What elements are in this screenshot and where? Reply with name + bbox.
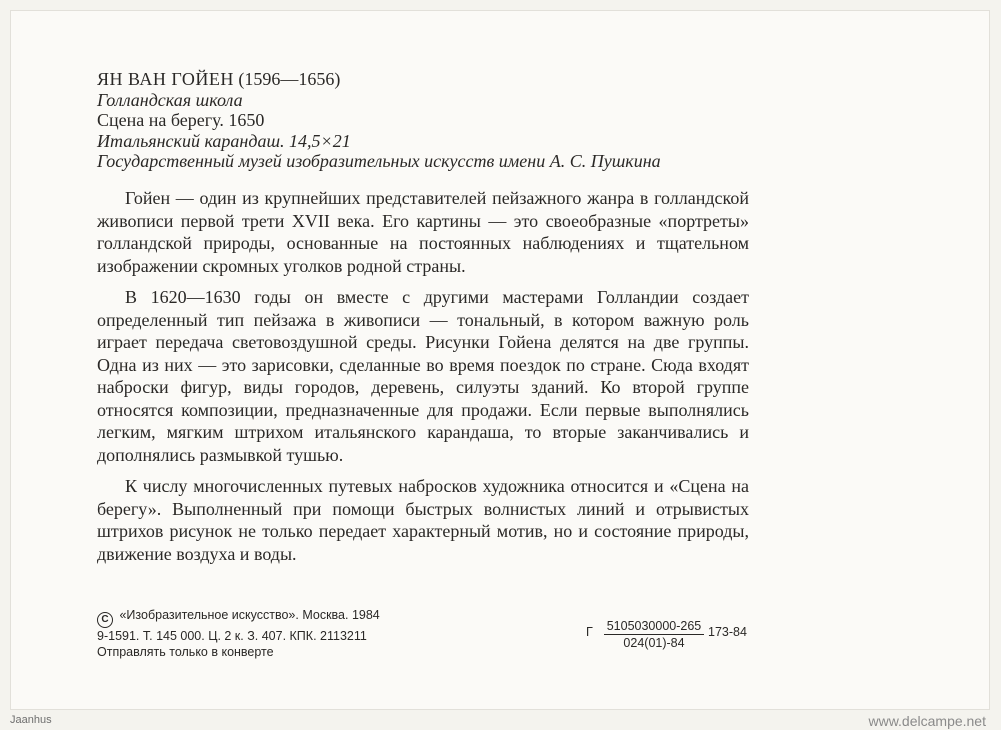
- code-fraction: [604, 619, 704, 650]
- publisher-text: «Изобразительное искусство». Москва. 1984: [119, 608, 380, 622]
- watermark-bar: [0, 712, 1001, 730]
- site-watermark: www.delcampe.net: [868, 713, 986, 729]
- artist-years: (1596—1656): [238, 69, 341, 89]
- publisher-block: [97, 607, 380, 660]
- artist-name: ЯН ВАН ГОЙЕН: [97, 69, 234, 89]
- seller-watermark: Jaanhus: [10, 714, 52, 726]
- paragraph: В 1620—1630 годы он вместе с другими мастерами Голландии создает определенный тип пейзажа в живописи — тональный, в котором важную роль играет передача световоздушной среды. Рисунки Гойена делятся на две группы. Одна из них — это зарисовки, сделанные во время поездок по стране. Сюда входят наброски фигур, виды городов, деревень, силуэты зданий. Ко второй группе относятся композиции, предназначенные для продажи. Если первые выполнялись легким, мягким штрихом итальянского карандаша, то вторые заканчивались и дополнялись размывкой тушью.: [97, 287, 749, 465]
- postcard-back: [10, 10, 990, 710]
- description-text: [97, 187, 749, 574]
- art-school: Голландская школа: [97, 89, 243, 110]
- publisher-line: [97, 607, 380, 628]
- paragraph: Гойен — один из крупнейших представителей пейзажного жанра в голландской живописи первой трети XVII века. Его картины — это своеобразные «портреты» голландской природы, основанные на постоянных наблюдениях и тщательном изображении скромных уголков родной страны.: [97, 188, 749, 276]
- mailing-note: Отправлять только в конверте: [97, 645, 274, 659]
- print-info: 9-1591. Т. 145 000. Ц. 2 к. З. 407. КПК. 2113211: [97, 629, 367, 643]
- artwork-title: Сцена на берегу. 1650: [97, 110, 265, 130]
- artist-line: [97, 69, 787, 90]
- artwork-medium: Итальянский карандаш. 14,5×21: [97, 130, 351, 151]
- artwork-header: [97, 69, 787, 172]
- museum-name: Государственный музей изобразительных искусств имени А. С. Пушкина: [97, 151, 661, 171]
- fraction-line: [604, 634, 704, 635]
- code-letter: Г: [586, 625, 593, 639]
- copyright-icon: C: [97, 612, 113, 628]
- code-numerator: 5105030000-265: [606, 619, 702, 633]
- code-suffix: 173-84: [708, 625, 747, 639]
- paragraph: К числу многочисленных путевых набросков художника относится и «Сцена на берегу». Выполненный при помощи быстрых волнистых линий и отрывистых штрихов рисунок не только передает характерный мотив, но и состояние природы, движение воздуха и воды.: [97, 476, 749, 564]
- code-denominator: 024(01)-84: [623, 636, 685, 650]
